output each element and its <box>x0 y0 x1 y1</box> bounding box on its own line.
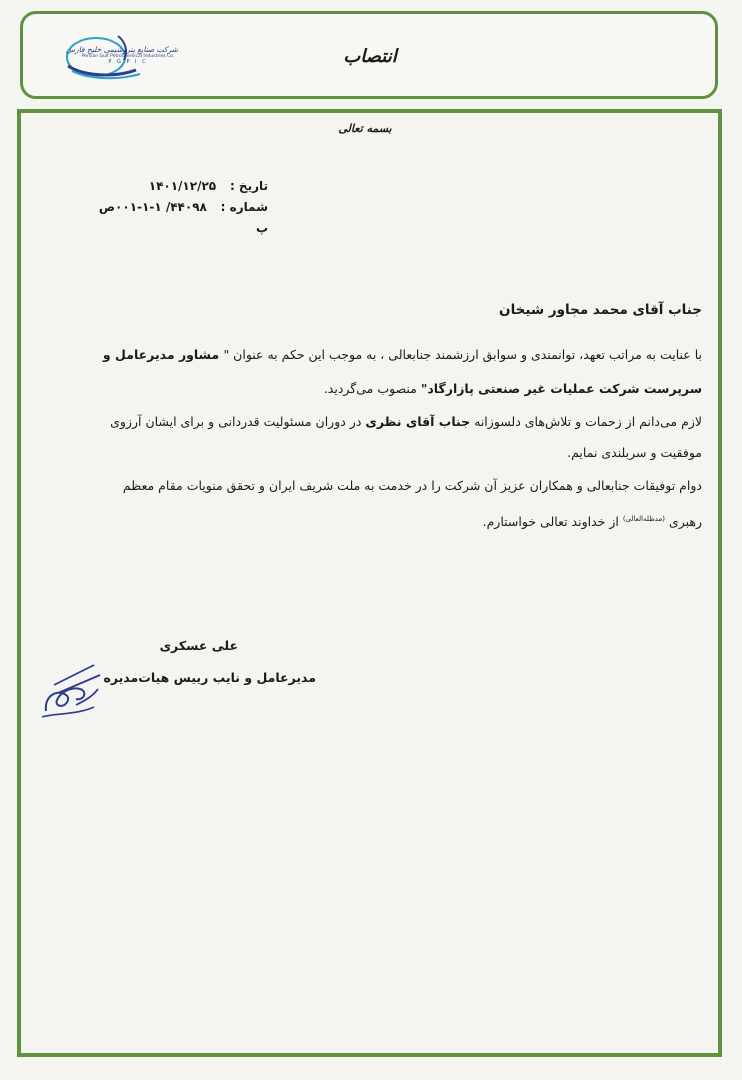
letter-meta <box>88 176 268 239</box>
body-line-1-text: با عنایت به مراتب تعهد، توانمندی و سوابق ارزشمند جنابعالی ، به موجب این حکم به عنوان " <box>223 347 702 362</box>
body-line-6-text-b: از خداوند تعالی خواستارم. <box>482 514 623 530</box>
body-line-6-text-a: رهبری <box>664 514 702 530</box>
logo-name-en: Persian Gulf Petrochemical Industries Co. <box>81 54 175 59</box>
body-line-1-emphasis: مشاور مدیرعامل و <box>102 347 224 362</box>
body-line-4: موفقیت و سربلندی نمایم. <box>567 445 702 460</box>
logo-abbreviation: P G P I C <box>108 59 148 65</box>
body-line-3-emphasis: جناب آقای نظری <box>365 414 471 429</box>
body-line-1 <box>22 346 702 364</box>
logo-name-fa: شرکت صنایع پتروشیمی خلیج فارس <box>65 45 178 54</box>
body-line-3-text-b: در دوران مسئولیت قدردانی و برای ایشان آرزوی <box>110 414 366 429</box>
signatory-name: علی عسکری <box>159 638 238 653</box>
number-label: شماره : <box>220 200 268 214</box>
basmala: بسمه تعالی <box>338 122 392 135</box>
body-line-3 <box>22 413 702 431</box>
date-row <box>88 176 268 197</box>
number-value: ۴۴۰۹۸/ ۱-۱-۰۰۱ص پ <box>98 200 268 235</box>
body-line-3-text-a: لازم می‌دانم از زحمات و تلاش‌های دلسوزانه <box>470 414 702 429</box>
body-line-2-text: منصوب می‌گردید. <box>323 381 421 396</box>
signatory-title: مدیرعامل و نایب رییس هیات‌مدیره <box>103 670 316 685</box>
company-logo <box>54 24 176 84</box>
body-line-6 <box>22 510 702 531</box>
body-frame <box>17 109 722 1057</box>
date-label: تاریخ : <box>229 179 268 193</box>
honorific: (مدظله‌العالی) <box>622 515 665 523</box>
body-line-2 <box>22 380 702 398</box>
number-row <box>88 197 268 239</box>
date-value: ۱۴۰۱/۱۲/۲۵ <box>148 179 217 193</box>
body-line-5: دوام توفیقات جنابعالی و همکاران عزیز آن شرکت را در خدمت به ملت شریف ایران و تحقق منویات مقام معظم <box>122 478 702 493</box>
body-line-2-emphasis: سرپرست شرکت عملیات غیر صنعتی پازارگاد" <box>420 381 702 396</box>
document-type-title: انتصاب <box>343 46 397 67</box>
addressee: جناب آقای محمد مجاور شیخان <box>499 302 702 318</box>
handwritten-signature <box>36 655 106 725</box>
